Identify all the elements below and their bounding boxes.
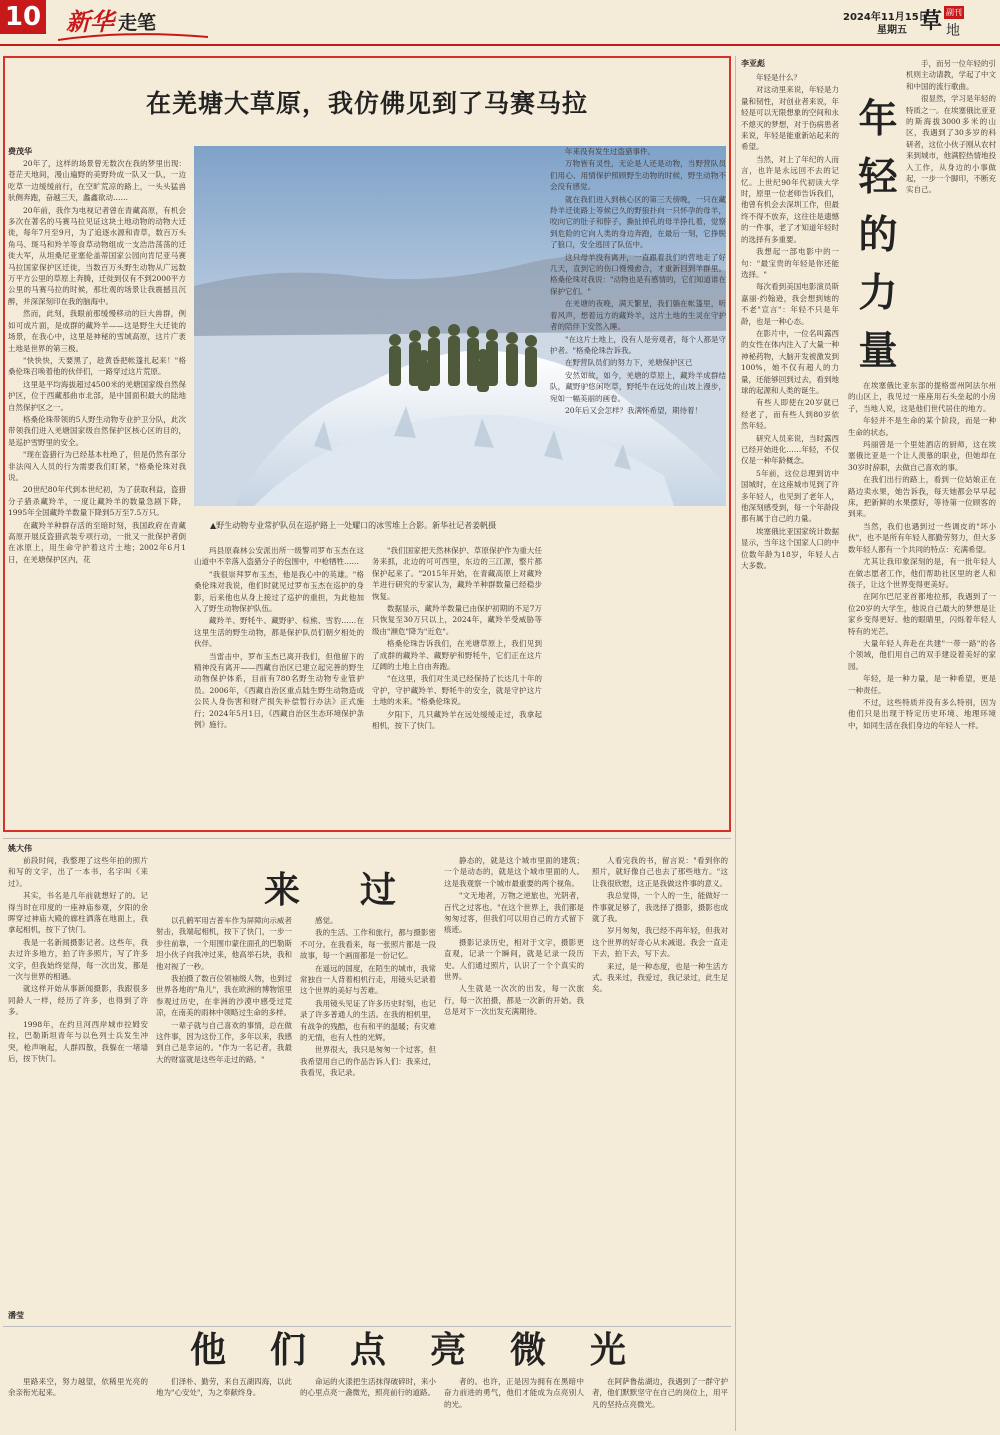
paragraph: 在藏羚羊种群存活的至暗时刻，我国政府在青藏高原开展反盗猎武装专项行动，一批又一批保护者倒在冰原上，用生命守护着这片土地；2002年6月1日，在羌塘保护区内，花 bbox=[8, 520, 186, 564]
paragraph: 人看完我的书，留言说："看到你的照片，就好像自己也去了那些地方。"这让我很欣慰，这正是我做这件事的意义。 bbox=[592, 856, 728, 888]
paragraph: 者的。也许，正是因为拥有在黑暗中奋力前进的勇气，他们才能成为点亮别人的光。 bbox=[444, 1377, 584, 1409]
paragraph: 万物皆有灵性，无论是人还是动物，当野营队员们用心、用情保护照顾野生动物的时候，野生动物不会没有感觉。 bbox=[550, 159, 726, 192]
paragraph: 在阿萨鲁盐湖边，我遇到了一群守护者，他们默默坚守在自己的岗位上，用平凡的坚持点亮微光。 bbox=[592, 1377, 728, 1409]
paragraph: 格桑伦珠告诉我们，在羌塘草原上，我们见到了成群的藏羚羊、藏野驴和野牦牛，它们正在这片辽阔的土地上自由奔跑。 bbox=[372, 639, 542, 672]
paragraph: 在我们出行的路上，看到一位姑娘正在路边卖水果，她告诉我，每天她都会早早起床，把新鲜的水果摆好，等待第一位顾客的到来。 bbox=[848, 475, 996, 519]
weiguang-column-2 bbox=[156, 1376, 292, 1432]
paragraph: 格桑伦珠带领的5人野生动物专业护卫分队，此次带领我们进入羌塘国家级自然保护区核心区的目的，是巡护雪野里的安全。 bbox=[8, 414, 186, 447]
youth-title-char: 量 bbox=[858, 328, 898, 374]
paragraph: "在这里，我们对生灵已经保持了长达几十年的守护，守护藏羚羊、野牦牛的安全，就是守护这片土地的未来。"格桑伦珠说。 bbox=[372, 674, 542, 707]
brand-swoosh-icon bbox=[58, 32, 208, 42]
weiguang-column-4 bbox=[444, 1376, 584, 1432]
paragraph: 来过，是一种态度，也是一种生活方式。我来过，我爱过，我记录过，此生足矣。 bbox=[592, 961, 728, 994]
weiguang-column-3 bbox=[300, 1376, 436, 1432]
paragraph: 年轻，是一种力量，是一种希望，更是一种责任。 bbox=[848, 674, 996, 695]
youth-title-char: 力 bbox=[858, 270, 898, 316]
paragraph: 我用镜头见证了许多历史时刻，也记录了许多普通人的生活。在我的相机里，有战争的残酷，也有和平的温暖；有灾难的无情，也有人性的光辉。 bbox=[300, 998, 436, 1043]
paragraph: 数据显示，藏羚羊数量已由保护初期的不足7万只恢复至30万只以上，2024年，藏羚羊受威胁等级由"濒危"降为"近危"。 bbox=[372, 604, 542, 636]
paragraph: 这里是平均海拔超过4500米的羌塘国家级自然保护区，位于西藏那曲市北部，是中国面积最大的陆地自然保护区之一。 bbox=[8, 379, 186, 412]
laiguo-title: 来过 bbox=[263, 869, 456, 911]
page-number: 10 bbox=[0, 0, 46, 34]
youth-title-char: 的 bbox=[858, 212, 898, 258]
paragraph: "文无地者，万物之逆旅也，光阴者，百代之过客也。"在这个世界上，我们都是匆匆过客，但我们可以用自己的方式留下痕迹。 bbox=[444, 891, 584, 935]
feature-column-4 bbox=[550, 146, 726, 823]
paragraph: 玛丽曾是一个里娃酒店的厨师，这在埃塞俄比亚是一个让人羡慕的职业，但她却在30岁时辞职，去做自己喜欢的事。 bbox=[848, 440, 996, 472]
paragraph: "在这片土地上，没有人是旁观者，每个人都是守护者。"格桑伦珠告诉我。 bbox=[550, 334, 726, 355]
laiguo-column-5 bbox=[592, 855, 728, 1325]
feature-title: 在羌塘大草原，我仿佛见到了马赛马拉 bbox=[145, 89, 588, 118]
paragraph: 当然，我们也遇到过一些调皮的"坏小伙"，也不是所有年轻人都勤劳努力，但大多数年轻人都有一个共同的特点：充满希望。 bbox=[848, 521, 996, 554]
paragraph: 摄影记录历史，相对于文字，摄影更直观，记录一个瞬间，就是记录一段历史。人们通过照片，认识了一个个真实的世界。 bbox=[444, 937, 584, 982]
laiguo-author: 姚大伟 bbox=[8, 844, 32, 853]
paragraph: 当然，对上了年纪的人而言，也许是永远回不去的记忆。上世纪90年代初读大学时，原里一位老师告诉我们，他曾有机会去深圳工作，但最终不得不放弃，这往往是遗憾的一件事，老了才知道年轻时的选择有多重要。 bbox=[741, 154, 839, 244]
paragraph: 们泽朴、勤劳，来自五湖四海，以此地为"心安处"，为之奉献终身。 bbox=[156, 1377, 292, 1398]
youth-title bbox=[848, 90, 908, 380]
paragraph: "我们国家把天然林保护、草原保护作为重大任务来抓，北边的可可西里，东边的三江源，整片都保护起来了。"2015年开始，在青藏高原上对藏羚羊进行研究的专家认为，藏羚羊种群数量已经稳步恢复。 bbox=[372, 546, 542, 601]
paragraph: 每次看到美国电影演员斯嘉丽·约翰逊，我会想到她的不老"宣言"：年轻不只是年龄，也是一种心态。 bbox=[741, 282, 839, 326]
paragraph: 我是一名新闻摄影记者。这些年，我去过许多地方，拍了许多照片，写了许多文字，但我始终觉得，每一次出发，都是一次与世界的相遇。 bbox=[8, 937, 148, 982]
paragraph: 20世纪80年代到本世纪初，为了获取利益，盗猎分子猎杀藏羚羊，一度让藏羚羊的数量急剧下降，1995年全国藏羚羊数量下降到5万至7.5万只。 bbox=[8, 485, 186, 518]
paragraph: 然而，此刻，我眼前那缓慢移动的巨大兽群，例如可成片面，是成群的藏羚羊——这是野生大迁徙的场景，在我心中，这里是神秘的雪域高原，这片广袤土地是世界的第三极。 bbox=[8, 309, 186, 353]
paragraph: 其实，书名是几年前就想好了的。记得当时在印度的一座神庙参观，夕阳的余晖穿过神庙大殿的廊柱洒落在地面上，我拿起相机，按下了快门。 bbox=[8, 891, 148, 935]
paragraph: 我总觉得，一个人的一生，能做好一件事就足够了，我选择了摄影，摄影也成就了我。 bbox=[592, 891, 728, 924]
paragraph: 以孔鹤军用吉普车作为屏障向示威者射击，我端起相机，按下了快门，一步一步往前靠，一个用围巾蒙住面孔的巴勒斯坦小伙子向我冲过来，他高举石块，我和他对视了一秒。 bbox=[156, 916, 292, 971]
paragraph: 玛县原森林公安派出所一级警司罗布玉杰在这山道中不幸落入盗猎分子的包围中，中枪牺牲…… bbox=[194, 546, 364, 567]
paragraph: 岁月匆匆，我已经不再年轻，但我对这个世界的好奇心从未减退。我会一直走下去，拍下去，写下去。 bbox=[592, 926, 728, 959]
weiguang-column-1 bbox=[8, 1376, 148, 1432]
paragraph: 尤其让我印象深刻的是，有一批年轻人在做志愿者工作，他们帮助社区里的老人和孩子，让这个世界变得更美好。 bbox=[848, 557, 996, 589]
section-logo-sub: 地 bbox=[946, 23, 960, 39]
paragraph: 世界很大，我只是匆匆一个过客，但我希望用自己的作品告诉人们：我来过，我看见，我记录。 bbox=[300, 1045, 436, 1078]
feature-column-3 bbox=[372, 545, 542, 823]
paragraph: 里路来空，努力越望，依稀里光亮的余亲衔光起来。 bbox=[8, 1377, 148, 1398]
paragraph: 就这样开始从事新闻摄影，我跟很多同龄人一样，经历了许多，也得到了许多。 bbox=[8, 984, 148, 1017]
feature-column-2 bbox=[194, 545, 364, 823]
photo-caption: ▲野生动物专业常护队员在巡护路上一处耀口的冰雪堆上合影。新华社记者姜帆摄 bbox=[210, 521, 497, 530]
weiguang-author: 潘莹 bbox=[8, 1311, 24, 1320]
paragraph: 20年后又会怎样？我满怀希望，期待着！ bbox=[565, 405, 703, 415]
section-logo bbox=[920, 2, 976, 42]
issue-date: 2024年11月15日 bbox=[843, 12, 929, 23]
laiguo-column-4 bbox=[444, 855, 584, 1325]
paragraph: 我的生活、工作和旅行，都与摄影密不可分。在我看来，每一张照片都是一段故事，每一个画面都是一份记忆。 bbox=[300, 928, 436, 961]
section-logo-main: 草 bbox=[920, 8, 943, 34]
brand-black-text: 走笔 bbox=[118, 12, 157, 34]
paragraph: 对这动里来说，年轻是力量和韧性，对创业者来说，年轻是可以无限想象的空间和永不熄灭的梦想，对于伤病患者来说，年轻是能重新站起来的希望。 bbox=[741, 85, 839, 152]
feature-author: 费茂华 bbox=[8, 147, 32, 156]
paragraph: 很显然，学习是年轻的特质之一。在埃塞俄比亚亚的斯海拔3000多米的山区，我遇到了30多岁的科研者，这位小伙子刚从农村来到城市，他满腔热情地投入工作，从身边的小事做起，一步一个脚印，不断充实自己。 bbox=[906, 94, 996, 195]
paragraph: 静态的，就是这个城市里面的建筑；一个是动态的，就是这个城市里面的人。这是我观察一个城市最重要的两个视角。 bbox=[444, 856, 584, 888]
paragraph: 年来没有发生过盗猎事件。 bbox=[565, 147, 655, 156]
paragraph: 手，而另一位年轻的引机则主动请教，学起了中文和中国的流行歌曲。 bbox=[906, 59, 996, 91]
paragraph: 就在我们进入到核心区的第三天傍晚，一只在藏羚羊迁徙路上等候已久的野狼扑向一只怀孕的母羊，咬向它的肚子和脖子，撕扯掉孔的母羊挣扎着，觉察到危险的它向人类的身边奔跑，在最后一刻，它挣脱了狼口，安全逃回了队伍中。 bbox=[550, 194, 726, 250]
paragraph: 我想起一部电影中的一句："最宝贵的年轻是你还能选择。" bbox=[741, 247, 839, 279]
youth-column-2-top bbox=[906, 58, 996, 378]
weiguang-column-5 bbox=[592, 1376, 728, 1432]
paragraph: 不过，这些特质并没有多么特别，因为他们只是出现于特定历史环境、地理环境中，如同生活在我们身边的年轻人一样。 bbox=[848, 697, 996, 730]
paragraph: 20年前，我作为电视记者曾在青藏高原，有机会多次在著名的马赛马拉见证这块土地动物的动物大迁徙，每年7月至9月，为了追逐水源和青草，数百万头角马、斑马和羚羊等食草动物组成一支浩浩荡荡的迁徙大军，从坦桑尼亚塞伦盖蒂国家公园向肯尼亚马赛马拉国家保护区迁徙，当数百万头野生动物从广远数万平方公里的草原上奔腾，迁徙到仅有不到2000平方公里的马赛马拉的时候，那壮观的场景让我震撼且沉醉，并深深刻印在我的脑海中。 bbox=[8, 205, 186, 306]
issue-weekday: 星期五 bbox=[877, 25, 907, 36]
paragraph: 安然如故，如今，羌塘的草原上，藏羚羊成群结队，藏野驴悠闲吃草，野牦牛在远处的山坡上漫步，宛如一幅美丽的画卷。 bbox=[550, 370, 726, 403]
paragraph: 这只母羊没有离开，一直跟着我们的营地走了好几天，直到它的伤口慢慢愈合，才重新回到羊群里。格桑伦珠对我说："动物也是有感情的，它们知道谁在保护它们。" bbox=[550, 252, 726, 296]
laiguo-column-3 bbox=[300, 915, 436, 1325]
paragraph: 有些人即使在20岁就已经老了，而有些人到80岁依然年轻。 bbox=[741, 398, 839, 431]
paragraph: 在遥远的国度，在陌生的城市，我常常独自一人背着相机行走，用镜头记录着这个世界的美好与苦难。 bbox=[300, 963, 436, 996]
brand-logo bbox=[58, 2, 208, 42]
masthead-rule bbox=[0, 44, 1000, 46]
paragraph: 在影片中，一位名叫露西的女性在体内注入了大量一种神秘药物，大脑开发被激发到100%，她不仅有超人的力量，还能够回到过去，看到地球的起源和人类的诞生。 bbox=[741, 328, 839, 395]
paragraph: 5年前，这位总理到访中国城时，在这座城市见到了许多年轻人，也见到了老年人，他深刻感受到，每一个年龄段都有属于自己的力量。 bbox=[741, 468, 839, 524]
paragraph: "快快快，天要黑了，趁黄昏把帐篷扎起来！"格桑伦珠召唤着他的伙伴们，一路穿过这片荒原。 bbox=[8, 355, 186, 377]
paragraph: 人生就是一次次的出发，每一次旅行，每一次拍摄，都是一次新的开始。我总是对下一次出发充满期待。 bbox=[444, 984, 584, 1017]
feature-column-1 bbox=[8, 158, 186, 823]
paragraph: 在阿尔巴尼亚首都地拉那，我遇到了一位20岁的大学生，他说自己最大的梦想是让家乡变得更好。他的眼睛里，闪烁着年轻人特有的光芒。 bbox=[848, 592, 996, 636]
laiguo-column-1 bbox=[8, 855, 148, 1325]
paragraph: "我很崇拜罗布玉杰，他是我心中的英雄。"格桑伦珠对我说，他们时就见过罗布玉杰在巡护的身影，后来他也从身上接过了巡护的重担，为此他加入了野生动物保护队伍。 bbox=[194, 569, 364, 614]
paragraph: 在野营队员们的努力下，羌塘保护区已 bbox=[565, 358, 693, 368]
paragraph: 年轻是什么？ bbox=[756, 73, 801, 82]
column-divider bbox=[735, 56, 736, 1431]
paragraph: 我拍摄了数百位领袖级人物，也到过世界各地的"角儿"，我在欧洲的博物馆里参观过历史，在非洲的沙漠中感受过荒凉，在南美的雨林中领略过生命的多样。 bbox=[156, 974, 292, 1018]
youth-title-char: 年 bbox=[858, 96, 898, 142]
paragraph: 一辈子就与自己喜欢的事情，总在做这件事，因为这份工作，多年以来，我感到自己是幸运的。"作为一名记者，我最大的财富就是这些年走过的路。" bbox=[156, 1020, 292, 1064]
paragraph: 命运的火漾把生活抹得破碎时，来小的心里点亮一盏微光，照亮前行的道路。 bbox=[300, 1377, 436, 1398]
paragraph: 前段时间，我整理了这些年拍的照片和写的文字，出了一本书，名字叫《来过》。 bbox=[8, 856, 148, 888]
youth-column-2 bbox=[848, 380, 996, 1430]
laiguo-column-2 bbox=[156, 915, 292, 1325]
youth-author: 李亚彪 bbox=[741, 59, 765, 68]
youth-column-1 bbox=[741, 72, 839, 1430]
paragraph: 20年了，这样的场景曾无数次在我的梦里出现：苍茫天地间，漫山遍野的美野羚成一队又一队，一边吃草一边缓缓前行，在空旷荒凉的路上，一头头猛兽驮侧奔跑，奋越三天，蠡鑫欲动…… bbox=[8, 159, 186, 203]
paragraph: 埃塞俄比亚国家统计数据显示，当年这个国家人口的中位数年龄为18岁，年轻人占大多数。 bbox=[741, 526, 839, 571]
brand-red-text: 新华 bbox=[66, 7, 114, 36]
paragraph: 在埃塞俄比亚东部的提格雷州阿法尔州的山区上，我见过一座座用石头垒起的小房子，当地人说，这是他们世代居住的地方。 bbox=[848, 381, 996, 413]
youth-title-char: 轻 bbox=[858, 154, 898, 200]
paragraph: 当雷击中，罗布玉杰已离开我们，但他留下的精神没有离开——西藏自治区已建立起完善的野生动物保护体系，目前有780名野生动物专业管护员。2006年，《西藏自治区重点陆生野生动物造成公民人身伤害和财产损失补偿暂行办法》正式施行；2024年5月1日，《西藏自治区生态环境保护条例》施行。 bbox=[194, 651, 364, 730]
section-logo-tag: 副刊 bbox=[946, 8, 962, 17]
paragraph: "现在盗猎行为已经基本杜绝了，但是仍然有部分非法闯入人员的行为需要我们盯紧，"格桑伦珠对我说。 bbox=[8, 450, 186, 482]
paragraph: 1998年，在约旦河西岸城市拉姆安拉，巴勒斯坦青年与以色列士兵发生冲突，枪声响起，人群四散，我躲在一堵墙后，按下快门。 bbox=[8, 1019, 148, 1063]
section-divider bbox=[3, 838, 731, 839]
paragraph: 研究人员来说，当时露西已经开始进化……年轻，不仅仅是一种年龄概念。 bbox=[741, 433, 839, 466]
paragraph: 感觉。 bbox=[315, 916, 338, 925]
paragraph: 大量年轻人奔赴在共建"一带一路"的各个领域，他们用自己的双手建设着美好的家园。 bbox=[848, 638, 996, 671]
paragraph: 夕阳下，几只藏羚羊在远处缓缓走过，我拿起相机，按下了快门。 bbox=[372, 709, 542, 731]
paragraph: 藏羚羊、野牦牛、藏野驴、棕熊、雪豹……在这里生活的野生动物，都是保护队员们朝夕相处的伙伴。 bbox=[194, 616, 364, 649]
weiguang-title: 他们点亮微光 bbox=[189, 1329, 670, 1371]
paragraph: 年轻并不是生命的某个阶段，而是一种生命的状态。 bbox=[848, 416, 996, 437]
paragraph: 在羌塘的夜晚，满天繁星，我们躺在帐篷里，听着风声，想着远方的藏羚羊，这片土地的生灵在守护者的陪伴下安然入睡。 bbox=[550, 299, 726, 332]
